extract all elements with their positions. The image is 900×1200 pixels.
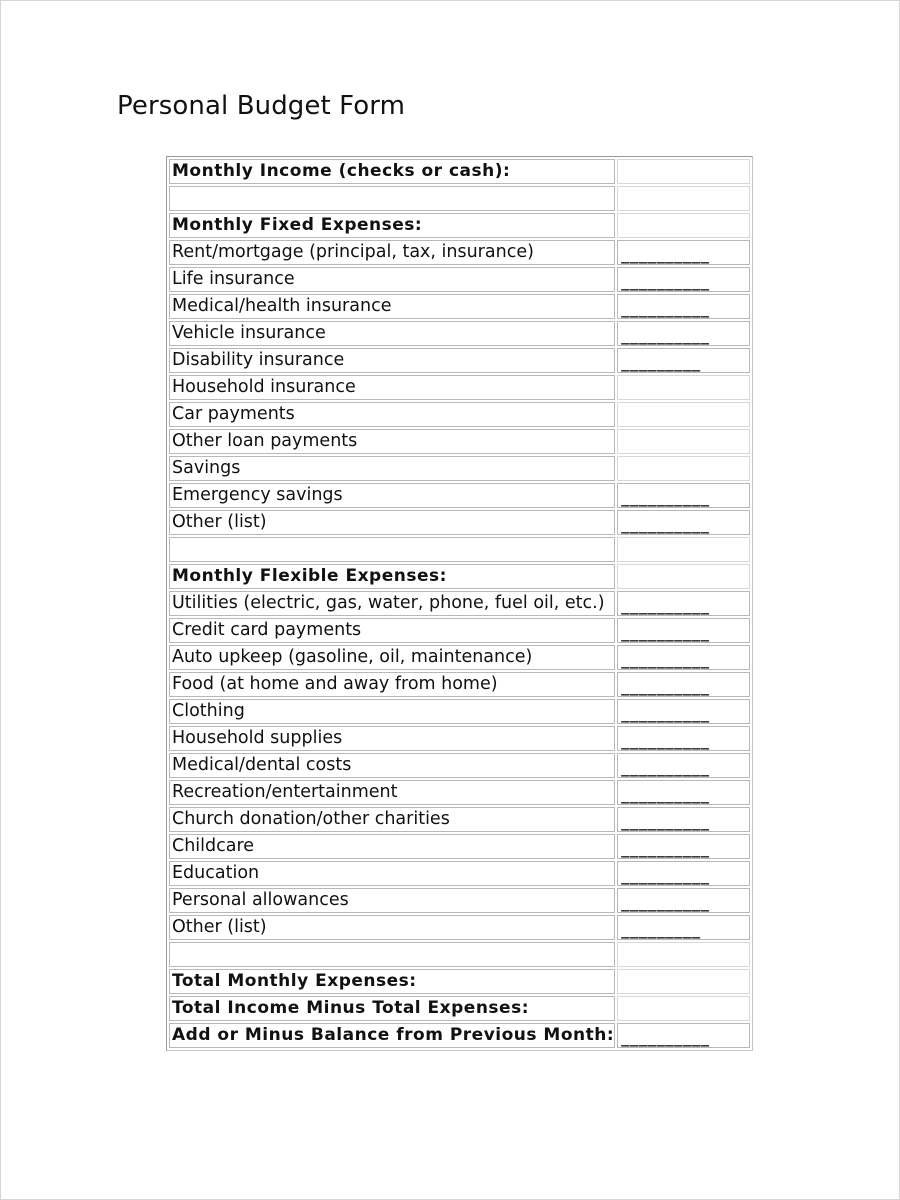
amount-field[interactable]: __________ <box>617 618 750 643</box>
blank-row <box>169 942 750 967</box>
row-label: Clothing <box>169 699 615 724</box>
row-label: Other (list) <box>169 915 615 940</box>
amount-field[interactable] <box>617 375 750 400</box>
section-heading-row <box>169 213 750 238</box>
row-label: Disability insurance <box>169 348 615 373</box>
expense-row <box>169 861 750 886</box>
amount-field[interactable]: _________ <box>617 348 750 373</box>
expense-row <box>169 321 750 346</box>
section-heading-label: Total Monthly Expenses: <box>169 969 615 994</box>
expense-row <box>169 699 750 724</box>
expense-row <box>169 429 750 454</box>
section-heading-row <box>169 1023 750 1048</box>
amount-field[interactable] <box>617 186 750 211</box>
expense-row <box>169 888 750 913</box>
expense-row <box>169 375 750 400</box>
amount-field[interactable]: _________ <box>617 915 750 940</box>
section-heading-row <box>169 969 750 994</box>
row-label: Church donation/other charities <box>169 807 615 832</box>
budget-form-body <box>169 159 750 1048</box>
amount-field[interactable]: __________ <box>617 267 750 292</box>
amount-field[interactable] <box>617 402 750 427</box>
amount-field[interactable] <box>617 537 750 562</box>
amount-field[interactable]: __________ <box>617 672 750 697</box>
expense-row <box>169 807 750 832</box>
expense-row <box>169 510 750 535</box>
amount-field[interactable]: __________ <box>617 780 750 805</box>
row-label <box>169 186 615 211</box>
expense-row <box>169 618 750 643</box>
amount-field[interactable]: __________ <box>617 807 750 832</box>
page-title: Personal Budget Form <box>117 91 406 121</box>
amount-field[interactable]: __________ <box>617 861 750 886</box>
row-label: Life insurance <box>169 267 615 292</box>
blank-row <box>169 186 750 211</box>
expense-row <box>169 753 750 778</box>
row-label: Auto upkeep (gasoline, oil, maintenance) <box>169 645 615 670</box>
row-label: Savings <box>169 456 615 481</box>
amount-field[interactable]: __________ <box>617 510 750 535</box>
amount-field[interactable] <box>617 456 750 481</box>
row-label: Credit card payments <box>169 618 615 643</box>
amount-field[interactable]: __________ <box>617 834 750 859</box>
expense-row <box>169 402 750 427</box>
expense-row <box>169 780 750 805</box>
amount-field[interactable]: __________ <box>617 726 750 751</box>
section-heading-label: Monthly Flexible Expenses: <box>169 564 615 589</box>
expense-row <box>169 591 750 616</box>
section-heading-row <box>169 564 750 589</box>
amount-field[interactable]: __________ <box>617 1023 750 1048</box>
row-label: Car payments <box>169 402 615 427</box>
expense-row <box>169 294 750 319</box>
row-label: Recreation/entertainment <box>169 780 615 805</box>
amount-field[interactable]: __________ <box>617 294 750 319</box>
row-label: Vehicle insurance <box>169 321 615 346</box>
row-label <box>169 537 615 562</box>
expense-row <box>169 726 750 751</box>
row-label: Food (at home and away from home) <box>169 672 615 697</box>
amount-field[interactable] <box>617 942 750 967</box>
row-label: Other (list) <box>169 510 615 535</box>
row-label: Rent/mortgage (principal, tax, insurance) <box>169 240 615 265</box>
expense-row <box>169 834 750 859</box>
amount-field[interactable] <box>617 564 750 589</box>
expense-row <box>169 915 750 940</box>
row-label <box>169 942 615 967</box>
section-heading-label: Monthly Income (checks or cash): <box>169 159 615 184</box>
expense-row <box>169 267 750 292</box>
row-label: Emergency savings <box>169 483 615 508</box>
section-heading-row <box>169 159 750 184</box>
amount-field[interactable]: __________ <box>617 483 750 508</box>
amount-field[interactable]: __________ <box>617 888 750 913</box>
amount-field[interactable] <box>617 429 750 454</box>
expense-row <box>169 456 750 481</box>
amount-field[interactable]: __________ <box>617 753 750 778</box>
row-label: Utilities (electric, gas, water, phone, fuel oil, etc.) <box>169 591 615 616</box>
amount-field[interactable] <box>617 969 750 994</box>
amount-field[interactable]: __________ <box>617 645 750 670</box>
row-label: Other loan payments <box>169 429 615 454</box>
amount-field[interactable]: __________ <box>617 321 750 346</box>
section-heading-label: Monthly Fixed Expenses: <box>169 213 615 238</box>
row-label: Medical/health insurance <box>169 294 615 319</box>
section-heading-label: Total Income Minus Total Expenses: <box>169 996 615 1021</box>
expense-row <box>169 483 750 508</box>
row-label: Household insurance <box>169 375 615 400</box>
amount-field[interactable] <box>617 213 750 238</box>
row-label: Household supplies <box>169 726 615 751</box>
row-label: Childcare <box>169 834 615 859</box>
amount-field[interactable]: __________ <box>617 240 750 265</box>
amount-field[interactable] <box>617 159 750 184</box>
section-heading-row <box>169 996 750 1021</box>
expense-row <box>169 645 750 670</box>
row-label: Medical/dental costs <box>169 753 615 778</box>
row-label: Personal allowances <box>169 888 615 913</box>
expense-row <box>169 240 750 265</box>
amount-field[interactable]: __________ <box>617 699 750 724</box>
expense-row <box>169 672 750 697</box>
expense-row <box>169 348 750 373</box>
amount-field[interactable]: __________ <box>617 591 750 616</box>
section-heading-label: Add or Minus Balance from Previous Month: <box>169 1023 615 1048</box>
blank-row <box>169 537 750 562</box>
budget-form-table <box>166 156 753 1051</box>
amount-field[interactable] <box>617 996 750 1021</box>
row-label: Education <box>169 861 615 886</box>
